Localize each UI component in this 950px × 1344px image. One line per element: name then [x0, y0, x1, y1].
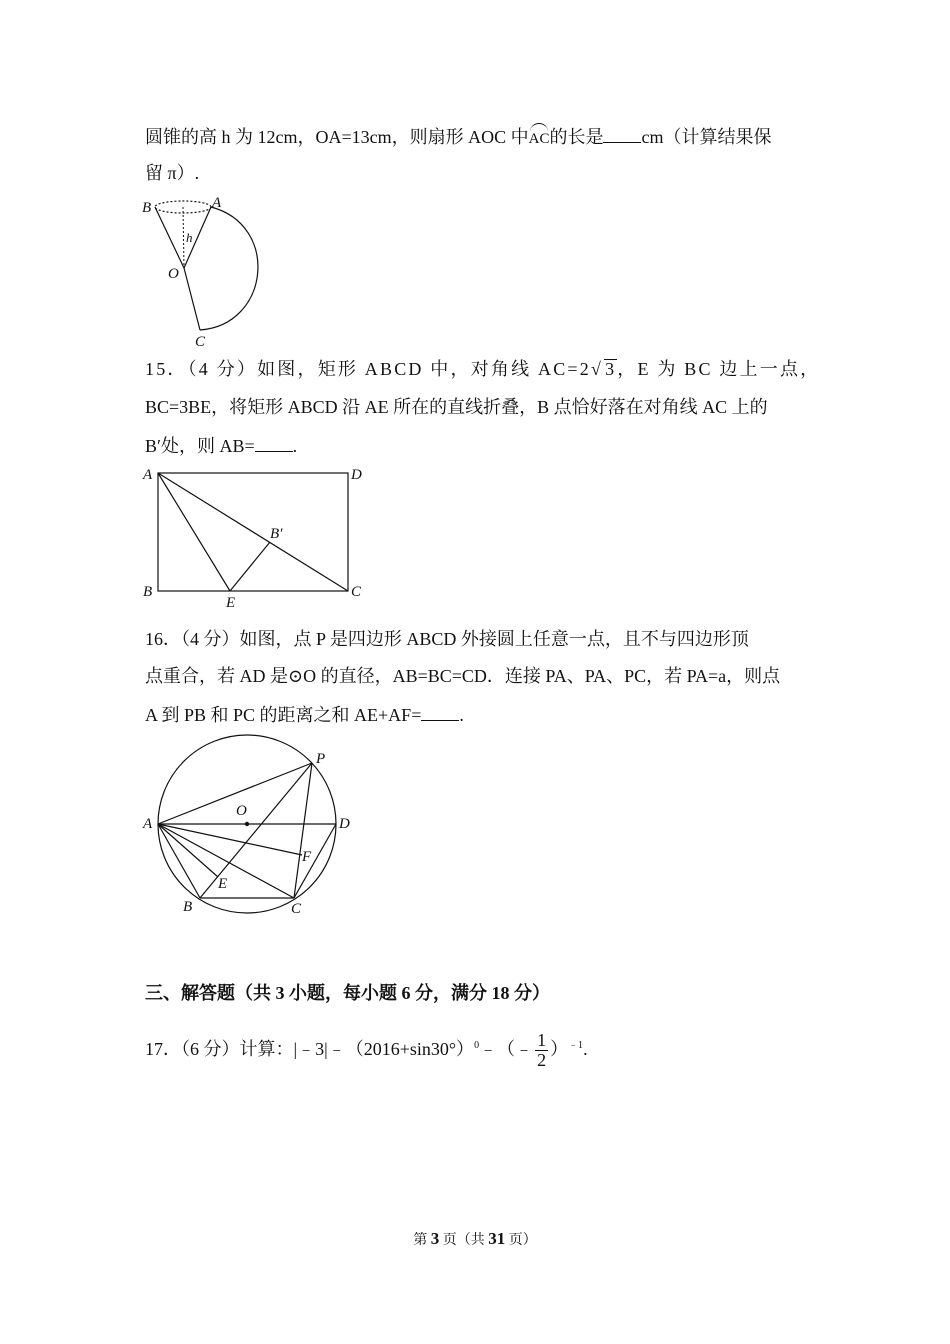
label-c: C	[195, 334, 206, 350]
sqrt-sign: √	[590, 359, 604, 379]
label-c: C	[291, 901, 302, 917]
q14-text-b: 的长是	[549, 127, 604, 147]
q16-text-b: .	[459, 705, 464, 725]
q16-line1: 16．（4 分）如图，点 P 是四边形 ABCD 外接圆上任意一点，且不与四边形顶	[145, 629, 749, 649]
q16-line2: 点重合，若 AD 是⊙O 的直径，AB=BC=CD．连接 PA、PA、PC，若 PA=a，则点	[145, 666, 781, 686]
label-d: D	[339, 816, 350, 832]
label-a: A	[143, 467, 153, 483]
label-e: E	[226, 595, 236, 611]
footer-page-number: 3	[430, 1229, 440, 1248]
label-b: B	[142, 200, 152, 216]
q15-line1	[145, 357, 820, 381]
figure-rectangle-fold	[140, 462, 370, 612]
q14-line2: 留 π）.	[145, 163, 200, 183]
footer-suffix: 页）	[505, 1233, 537, 1248]
q17-line	[145, 1026, 588, 1070]
label-b-prime: B′	[270, 526, 283, 542]
label-e: E	[218, 876, 228, 892]
q15-text-c: B′处，则 AB=	[145, 436, 255, 456]
label-a: A	[212, 195, 222, 211]
q17-end: .	[583, 1039, 588, 1059]
perpendicular-ae	[158, 824, 218, 877]
q16-text-a: A 到 PB 和 PC 的距离之和 AE+AF=	[145, 705, 422, 725]
chord-pc	[294, 763, 312, 898]
segment-eb-prime	[230, 542, 270, 591]
footer-prefix: 第	[413, 1233, 431, 1248]
figure-circle-quadrilateral	[140, 735, 360, 920]
diagonal-ac	[158, 473, 348, 591]
q17-exponent-neg-one: ﹣1	[568, 1040, 584, 1051]
figure-cone-sector	[140, 190, 270, 350]
label-b: B	[183, 899, 193, 915]
answer-blank	[603, 124, 641, 143]
q14-text-c: cm（计算结果保	[641, 127, 772, 147]
sqrt-value: 3	[605, 359, 617, 379]
label-o: O	[168, 266, 179, 282]
q15-text-a: 15．（4 分）如图，矩形 ABCD 中，对角线 AC=2	[145, 359, 591, 379]
label-a: A	[143, 816, 153, 832]
sector-arc	[200, 207, 258, 330]
q17-close: ）	[550, 1039, 569, 1059]
label-c: C	[351, 584, 362, 600]
q14-text-a: 圆锥的高 h 为 12cm，OA=13cm，则扇形 AOC 中	[145, 127, 529, 147]
label-f: F	[302, 849, 312, 865]
segment-ae	[158, 473, 230, 591]
cone-height	[183, 207, 184, 268]
fraction-denominator: 2	[537, 1050, 547, 1071]
chord-pa	[158, 763, 312, 824]
sector-radius-oc	[184, 268, 200, 330]
q15-line3	[145, 433, 297, 458]
q15-text-d: .	[292, 436, 298, 456]
section-heading: 三、解答题（共 3 小题，每小题 6 分，满分 18 分）	[145, 983, 550, 1003]
label-b: B	[143, 584, 153, 600]
footer-total-pages: 31	[488, 1229, 506, 1248]
page-footer	[0, 1229, 950, 1249]
cone-side-left	[155, 207, 184, 268]
fraction-one-half	[535, 1031, 548, 1070]
q17-exponent-zero: 0	[474, 1040, 480, 1051]
label-h: h	[186, 230, 193, 245]
q17-prefix: 17．（6 分）计算：|﹣3|﹣（2016+sin30°）	[145, 1039, 475, 1059]
answer-blank	[421, 702, 459, 721]
q15-text-b: ，E 为 BC 边上一点，	[617, 359, 821, 379]
q14-line1	[145, 124, 771, 151]
q15-line2: BC=3BE，将矩形 ABCD 沿 AE 所在的直线折叠，B 点恰好落在对角线 AC 上的	[145, 397, 768, 417]
center-point	[245, 822, 249, 826]
label-p: P	[316, 751, 326, 767]
q16-line3	[145, 702, 464, 727]
chord-cd	[294, 824, 336, 898]
perpendicular-af	[158, 824, 302, 855]
fraction-numerator: 1	[537, 1030, 547, 1051]
arc-ac-notation: AC	[529, 127, 550, 151]
label-o: O	[236, 803, 247, 819]
answer-blank	[255, 433, 293, 452]
q17-mid: ﹣（﹣	[479, 1039, 534, 1059]
label-d: D	[351, 467, 362, 483]
footer-middle: 页（共	[439, 1233, 489, 1248]
